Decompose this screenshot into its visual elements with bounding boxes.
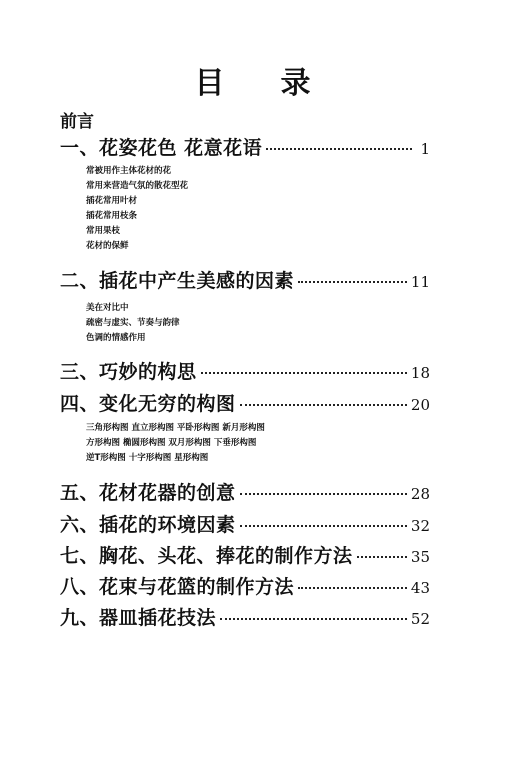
toc-entry-4[interactable] [60,389,430,416]
toc-leader-dots [240,388,407,406]
toc-entry-1[interactable] [60,133,430,160]
toc-subentry[interactable]: 花材的保鲜 [86,241,129,251]
toc-entry-label: 三、巧妙的构思 [60,361,197,383]
toc-leader-dots [201,356,407,374]
toc-entry-label: 四、变化无穷的构图 [60,393,236,415]
toc-page-number: 20 [410,396,430,414]
toc-subentry[interactable]: 插花常用叶材 [86,196,138,206]
toc-entry-label: 一、花姿花色 花意花语 [60,137,263,159]
toc-entry-label: 九、器皿插花技法 [60,607,217,629]
toc-page-number: 28 [410,485,430,503]
toc-entry-5[interactable] [60,478,430,505]
toc-subentry[interactable]: 常被用作主体花材的花 [86,166,172,176]
toc-subentry[interactable]: 常用来营造气氛的散花型花 [86,181,189,191]
toc-entry-label: 七、胸花、头花、捧花的制作方法 [60,545,353,567]
toc-subentry[interactable]: 三角形构图 直立形构图 平卧形构图 新月形构图 [86,423,265,433]
toc-leader-dots [357,540,407,558]
toc-entry-2[interactable] [60,266,430,293]
toc-leader-dots [298,571,407,589]
toc-subentries-1 [86,164,188,254]
toc-subentries-4 [86,421,265,466]
toc-subentry[interactable]: 插花常用枝条 [86,211,138,221]
toc-subentries-2 [86,301,180,346]
toc-leader-dots [220,602,407,620]
toc-page-number: 18 [410,364,430,382]
title-char-1: 目 [194,66,225,101]
toc-entry-6[interactable] [60,510,430,537]
toc-entry-8[interactable] [60,572,430,599]
toc-entry-7[interactable] [60,541,430,568]
toc-subentry[interactable]: 逆T形构图 十字形构图 星形构图 [86,453,209,463]
toc-leader-dots [240,477,407,495]
toc-page-number: 43 [410,579,430,597]
toc-leader-dots [240,509,407,527]
toc-page-number: 35 [410,548,430,566]
toc-page-number: 11 [410,273,430,291]
toc-entry-9[interactable] [60,603,430,630]
page-title [0,58,505,102]
toc-subentry[interactable]: 美在对比中 [86,303,129,313]
toc-subentry[interactable]: 方形构图 椭圆形构图 双月形构图 下垂形构图 [86,438,257,448]
toc-leader-dots [298,265,407,283]
toc-entry-3[interactable] [60,357,430,384]
toc-subentry[interactable]: 色调的情感作用 [86,333,146,343]
toc-entry-label: 五、花材花器的创意 [60,482,236,504]
toc-preface[interactable]: 前言 [60,112,94,132]
toc-entry-label: 八、花束与花篮的制作方法 [60,576,295,598]
toc-subentry[interactable]: 常用果枝 [86,226,121,236]
toc-leader-dots [266,132,412,150]
toc-page-number: 52 [410,610,430,628]
toc-entry-label: 六、插花的环境因素 [60,514,236,536]
toc-subentry[interactable]: 疏密与虚实、节奏与韵律 [86,318,180,328]
title-char-2: 录 [280,66,311,101]
toc-page-number: 32 [410,517,430,535]
toc-page-number: 1 [420,140,430,158]
toc-entry-label: 二、插花中产生美感的因素 [60,270,295,292]
